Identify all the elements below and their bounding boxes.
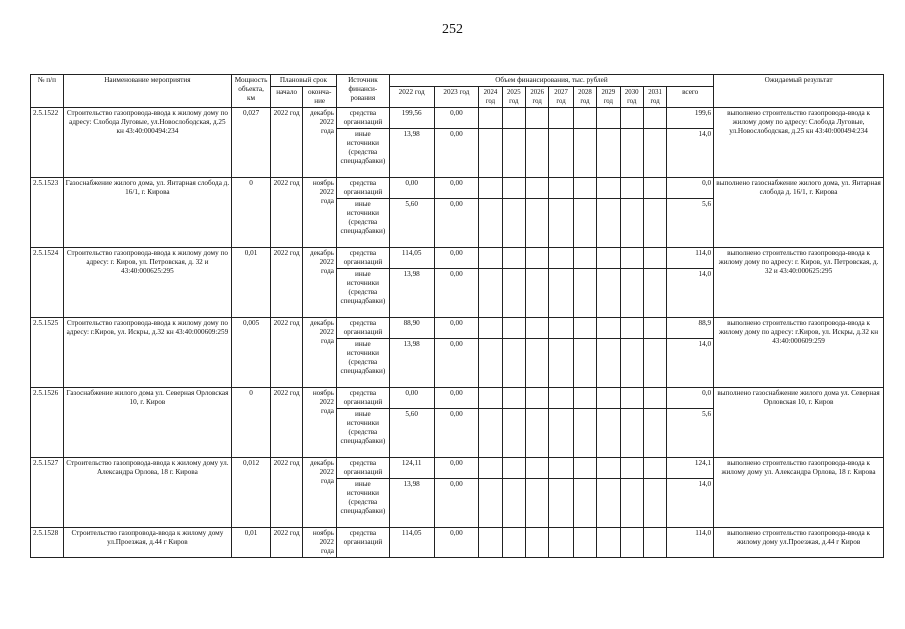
header-capacity: Мощность объекта, км (232, 75, 271, 108)
row-value-2022: 13,98 (389, 269, 434, 318)
row-value-2022: 88,90 (389, 318, 434, 339)
row-capacity: 0,012 (232, 458, 271, 528)
row-num: 2.5.1527 (31, 458, 64, 528)
row-total: 124,1 (667, 458, 714, 479)
row-total: 0,0 (667, 388, 714, 409)
row-value-2022: 5,60 (389, 409, 434, 458)
row-value-2022: 0,00 (389, 178, 434, 199)
row-value-2022: 5,60 (389, 199, 434, 248)
row-result: выполнено газоснабжение жилого дома, ул. Янтарная слобода д. 16/1, г. Кирова (714, 178, 884, 248)
row-value-2022: 13,98 (389, 479, 434, 528)
row-result: выполнено строительство газопровода-ввода к жилому дому по адресу: г. Киров, ул. Петровская, д. 32 и 43:40:000625:295 (714, 248, 884, 318)
row-value-2023: 0,00 (434, 458, 479, 479)
row-result: выполнено строительство газопровода-ввода к жилому дому ул.Проезжая, д.44 г Киров (714, 528, 884, 558)
row-capacity: 0,01 (232, 248, 271, 318)
row-start: 2022 год (270, 318, 303, 388)
header-year: 2024 год (479, 87, 502, 108)
row-source: средства организаций (336, 178, 389, 199)
row-value-2023: 0,00 (434, 388, 479, 409)
row-num: 2.5.1523 (31, 178, 64, 248)
header-end: оконча-ние (303, 87, 337, 108)
row-start: 2022 год (270, 458, 303, 528)
header-num: № п/п (31, 75, 64, 108)
row-total: 199,6 (667, 108, 714, 129)
row-total: 0,0 (667, 178, 714, 199)
row-total: 114,0 (667, 248, 714, 269)
row-value-2023: 0,00 (434, 409, 479, 458)
row-value-2023: 0,00 (434, 528, 479, 558)
row-num: 2.5.1524 (31, 248, 64, 318)
table-row (31, 318, 884, 339)
row-total: 88,9 (667, 318, 714, 339)
row-value-2023: 0,00 (434, 248, 479, 269)
row-name: Строительство газопровода-ввода к жилому дому по адресу: г.Киров, ул. Искры, д.32 кн 43:40:000609:259 (63, 318, 232, 388)
row-result: выполнено газоснабжение жилого дома ул. Северная Орловская 10, г. Киров (714, 388, 884, 458)
header-year: 2031 год (643, 87, 666, 108)
row-source: иные источники (средства спецнадбавки) (336, 339, 389, 388)
row-source: средства организаций (336, 458, 389, 479)
row-total: 5,6 (667, 199, 714, 248)
row-source: средства организаций (336, 248, 389, 269)
row-source: иные источники (средства спецнадбавки) (336, 479, 389, 528)
row-value-2022: 0,00 (389, 388, 434, 409)
row-source: средства организаций (336, 528, 389, 558)
row-end: ноябрь 2022 года (303, 388, 337, 458)
table-row (31, 388, 884, 409)
row-total: 14,0 (667, 339, 714, 388)
row-name: Строительство газопровода-ввода к жилому дому ул.Проезжая, д.44 г Киров (63, 528, 232, 558)
row-end: декабрь 2022 года (303, 108, 337, 178)
row-value-2022: 114,05 (389, 528, 434, 558)
row-num: 2.5.1526 (31, 388, 64, 458)
header-start: начало (270, 87, 303, 108)
row-source: средства организаций (336, 108, 389, 129)
row-capacity: 0 (232, 388, 271, 458)
row-value-2022: 124,11 (389, 458, 434, 479)
row-source: иные источники (средства спецнадбавки) (336, 199, 389, 248)
row-value-2023: 0,00 (434, 108, 479, 129)
row-source: средства организаций (336, 318, 389, 339)
row-capacity: 0,027 (232, 108, 271, 178)
row-value-2022: 13,98 (389, 129, 434, 178)
row-capacity: 0 (232, 178, 271, 248)
row-value-2023: 0,00 (434, 318, 479, 339)
row-result: выполнено строительство газопровода-ввода к жилому дому ул. Александра Орлова, 18 г. Кирова (714, 458, 884, 528)
header-year: 2028 год (573, 87, 596, 108)
row-value-2023: 0,00 (434, 199, 479, 248)
row-end: ноябрь 2022 года (303, 178, 337, 248)
row-result: выполнено строительство газопровода-ввода к жилому дому по адресу: Слобода Луговые, ул.Новослободская, д.25 кн 43:40:000494:234 (714, 108, 884, 178)
row-source: иные источники (средства спецнадбавки) (336, 129, 389, 178)
row-start: 2022 год (270, 248, 303, 318)
header-year: 2022 год (389, 87, 434, 108)
row-value-2023: 0,00 (434, 269, 479, 318)
row-source: иные источники (средства спецнадбавки) (336, 269, 389, 318)
row-total: 14,0 (667, 479, 714, 528)
table-row (31, 248, 884, 269)
row-source: иные источники (средства спецнадбавки) (336, 409, 389, 458)
row-num: 2.5.1525 (31, 318, 64, 388)
row-capacity: 0,005 (232, 318, 271, 388)
row-start: 2022 год (270, 528, 303, 558)
header-year: 2025 год (502, 87, 525, 108)
row-value-2023: 0,00 (434, 129, 479, 178)
row-total: 14,0 (667, 269, 714, 318)
row-name: Газоснабжение жилого дома, ул. Янтарная слобода д. 16/1, г. Кирова (63, 178, 232, 248)
funding-table (30, 74, 884, 558)
header-plan-term: Плановый срок (270, 75, 336, 87)
row-end: ноябрь 2022 года (303, 528, 337, 558)
header-funding: Объем финансирования, тыс. рублей (389, 75, 713, 87)
header-year: 2023 год (434, 87, 479, 108)
header-name: Наименование мероприятия (63, 75, 232, 108)
header-year: 2030 год (620, 87, 643, 108)
row-start: 2022 год (270, 178, 303, 248)
header-year: 2026 год (526, 87, 549, 108)
header-year: 2029 год (597, 87, 620, 108)
row-num: 2.5.1522 (31, 108, 64, 178)
table-row (31, 108, 884, 129)
header-total: всего (667, 87, 714, 108)
row-source: средства организаций (336, 388, 389, 409)
header-source: Источник финанси-рования (336, 75, 389, 108)
row-value-2023: 0,00 (434, 339, 479, 388)
row-end: декабрь 2022 года (303, 458, 337, 528)
row-result: выполнено строительство газопровода-ввода к жилому дому по адресу: г.Киров, ул. Искры, д.32 кн 43:40:000609:259 (714, 318, 884, 388)
table-row (31, 528, 884, 558)
row-capacity: 0,01 (232, 528, 271, 558)
page-number: 252 (442, 22, 463, 37)
row-num: 2.5.1528 (31, 528, 64, 558)
table-row (31, 458, 884, 479)
row-total: 5,6 (667, 409, 714, 458)
row-name: Газоснабжение жилого дома ул. Северная Орловская 10, г. Киров (63, 388, 232, 458)
row-start: 2022 год (270, 388, 303, 458)
table-row (31, 178, 884, 199)
row-value-2022: 114,05 (389, 248, 434, 269)
row-name: Строительство газопровода-ввода к жилому дому по адресу: Слобода Луговые, ул.Новослободская, д.25 кн 43:40:000494:234 (63, 108, 232, 178)
row-value-2022: 13,98 (389, 339, 434, 388)
row-name: Строительство газопровода-ввода к жилому дому по адресу: г. Киров, ул. Петровская, д. 32 и 43:40:000625:295 (63, 248, 232, 318)
row-name: Строительство газопровода-ввода к жилому дому ул. Александра Орлова, 18 г. Кирова (63, 458, 232, 528)
row-total: 114,0 (667, 528, 714, 558)
row-value-2023: 0,00 (434, 178, 479, 199)
row-total: 14,0 (667, 129, 714, 178)
row-end: декабрь 2022 года (303, 318, 337, 388)
row-value-2023: 0,00 (434, 479, 479, 528)
header-year: 2027 год (549, 87, 573, 108)
row-end: декабрь 2022 года (303, 248, 337, 318)
row-start: 2022 год (270, 108, 303, 178)
row-value-2022: 199,56 (389, 108, 434, 129)
header-result: Ожидаемый результат (714, 75, 884, 108)
